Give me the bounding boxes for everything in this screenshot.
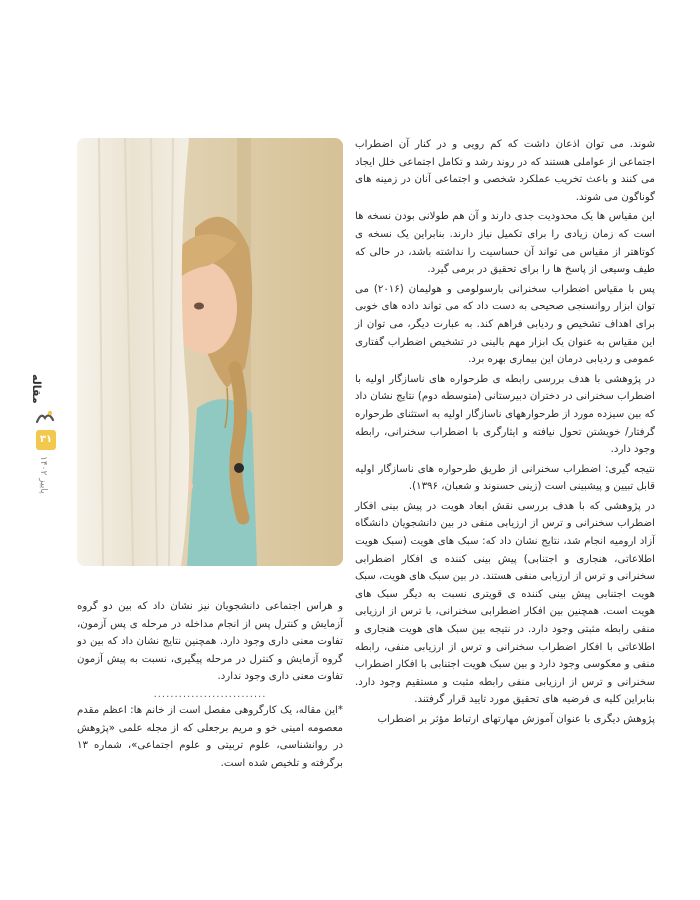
footnote: *این مقاله، یک کارگروهی مفصل است از خانم ها: اعظم مقدم معصومه امینی خو و مریم برجعلی که از مجله علمی «پژوهش در روانشناسی، علوم تربیتی و علوم اجتماعی»، شماره ۱۳ برگرفته و تلخیص شده است. — [77, 704, 343, 769]
article-photo — [77, 138, 343, 566]
paragraph: این مقیاس ها یک محدودیت جدی دارند و آن هم طولانی بودن نسخه ها است که زمان زیادی را برای تکمیل نیاز دارند. بنابراین یک نسخه ی کوتاهتر از مقیاس می تواند آن حساسیت را نداشته باشد، در حالی که طیف وسیعی از پاسخ ها را برای تحقیق در برمی گیرد. — [355, 211, 655, 276]
girl-behind-curtain-image — [77, 138, 343, 566]
magazine-logo-icon — [34, 406, 56, 428]
page-sidebar — [28, 368, 60, 528]
article-column-left — [77, 598, 343, 772]
paragraph: در پژوهشی که با هدف بررسی نقش ابعاد هویت در پیش بینی افکار اضطراب سخنرانی و ترس از ارزیابی منفی در بین دانشجویان دانشگاه آزاد ارومیه انجام شد، نتایج نشان داد که: سبک های هویت (سبک هویت اطلاعاتی، هنجاری و اجتنابی) پیش بینی کننده ی افکار اضطرابی سخنرانی و ترس از ارزیابی منفی هستند. در بین سبک های هویت، سبک هویت اجتنابی پیش بینی کننده ی قویتری نسبت به دیگر سبک های هویت است. همچنین بین افکار اضطرابی سخنرانی، با ترس از ارزیابی منفی رابطه مثبتی وجود دارد. در نتیجه بین سبک های هویت هنجاری و اطلاعاتی با افکار اضطراب سخنرانی و ترس از ارزیابی منفی، رابطه منفی و معکوسی وجود دارد و بین سبک هویت اجتنابی با افکار اضطراب سخنرانی و ترس از ارزیابی منفی رابطه مثبت و مستقیم وجود دارد. بنابراین کلیه ی فرضیه های تحقیق مورد تایید قرار گرفتند. — [355, 500, 655, 706]
paragraph: پس با مقیاس اضطراب سخنرانی بارسولومی و هولیمان (۲۰۱۶) می توان ابزار روانسنجی صحیحی به دست داد که می تواند داده های خوبی برای اهداف تشخیص و ردیابی فراهم کند. به عبارت دیگر، می توان از این مقیاس به عنوان یک ابزار مهم بالینی در تشخیص اضطراب گفتاری عمومی و ردیابی درمان این بیماری بهره برد. — [355, 283, 655, 366]
section-title: مقاله — [30, 374, 43, 404]
paragraph: در پژوهشی با هدف بررسی رابطه ی طرحواره های ناسازگار اولیه با اضطراب سخنرانی در دختران دبیرستانی (متوسطه دوم) نتایج نشان داد که بین سیزده مورد از طرحوارههای ناسازگار اولیه به استثنای طرحواره گرفتار/ خویشتن تحول نیافته و ایثارگری با اضطراب سخنرانی، رابطه وجود دارد. — [355, 373, 655, 456]
article-column-right — [355, 136, 655, 731]
paragraph: و هراس اجتماعی دانشجویان نیز نشان داد که بین دو گروه آزمایش و کنترل پس از انجام مداخله در مرحله ی پس آزمون، تفاوت معنی داری وجود دارد. همچنین نتایج نشان داد که بین دو گروه آزمایش و کنترل در مرحله پیگیری، نسبت به پیش آزمون تفاوت معنی داری وجود ندارد. — [77, 601, 343, 683]
footnote-separator: ........................... — [153, 688, 267, 700]
paragraph: شوند. می توان اذعان داشت که کم رویی و در کنار آن اضطراب اجتماعی از عواملی هستند که در روند رشد و تکامل اجتماعی خلل ایجاد می کنند و باعث تخریب عملکرد شخصی و اجتماعی آنان در زمینه های گوناگون می شوند. — [355, 139, 655, 203]
paragraph: نتیجه گیری: اضطراب سخنرانی از طریق طرحواره های ناسازگار اولیه قابل تبیین و پیشبینی است (زینی حسنوند و شعبان، ۱۳۹۶). — [355, 463, 655, 493]
issue-label: پاییز ۱۴۰۲ — [38, 456, 48, 494]
page-number: ۳۱ — [36, 430, 56, 450]
paragraph: پژوهش دیگری با عنوان آموزش مهارتهای ارتباط مؤثر بر اضطراب — [377, 714, 655, 725]
